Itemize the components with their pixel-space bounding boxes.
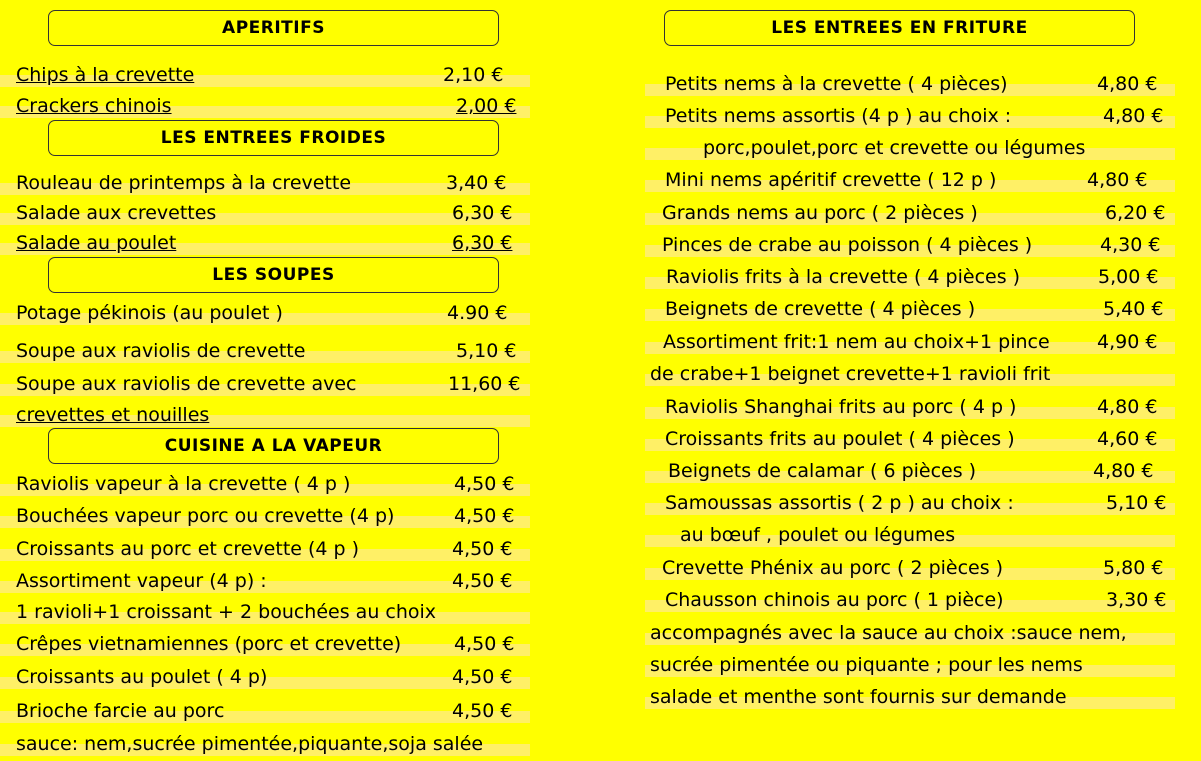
- item-price: 4,80 €: [1093, 460, 1154, 482]
- item-price: 3,30 €: [1106, 589, 1167, 611]
- item-name: Crêpes vietnamiennes (porc et crevette): [16, 633, 402, 655]
- item-name: Raviolis Shanghai frits au porc ( 4 p ): [665, 396, 1017, 418]
- item-price: 4,50 €: [454, 473, 515, 495]
- item-price: 4,80 €: [1097, 396, 1158, 418]
- item-price: 4,50 €: [452, 666, 513, 688]
- item-name: Soupe aux raviolis de crevette avec: [16, 373, 357, 395]
- item-price: 4,80 €: [1103, 105, 1164, 127]
- item-price: 6,30 €: [452, 202, 513, 224]
- item-name: Pinces de crabe au poisson ( 4 pièces ): [662, 234, 1033, 256]
- section-header-aperitifs: APERITIFS: [48, 10, 499, 46]
- item-name: Assortiment vapeur (4 p) :: [16, 570, 267, 592]
- item-name: Bouchées vapeur porc ou crevette (4 p): [16, 505, 395, 527]
- item-name: Brioche farcie au porc: [16, 700, 225, 722]
- item-name: sucrée pimentée ou piquante ; pour les nems: [650, 654, 1083, 676]
- item-name: Croissants au poulet ( 4 p): [16, 666, 268, 688]
- item-price: 4,50 €: [454, 633, 515, 655]
- item-name: porc,poulet,porc et crevette ou légumes: [703, 137, 1086, 159]
- item-price: 4,50 €: [452, 570, 513, 592]
- item-price: 4,30 €: [1100, 234, 1161, 256]
- item-name: sauce: nem,sucrée pimentée,piquante,soja salée: [16, 733, 484, 755]
- item-name: crevettes et nouilles: [16, 404, 210, 426]
- item-name: 1 ravioli+1 croissant + 2 bouchées au choix: [16, 601, 437, 623]
- item-name: Crackers chinois: [16, 95, 172, 117]
- item-name: Crevette Phénix au porc ( 2 pièces ): [662, 557, 1004, 579]
- item-price: 6,20 €: [1105, 202, 1166, 224]
- item-name: au bœuf , poulet ou légumes: [680, 524, 956, 546]
- item-name: Potage pékinois (au poulet ): [16, 302, 283, 324]
- item-name: Mini nems apéritif crevette ( 12 p ): [665, 169, 997, 191]
- item-name: salade et menthe sont fournis sur demande: [650, 686, 1067, 708]
- item-price: 5,80 €: [1103, 557, 1164, 579]
- item-price: 4.90 €: [447, 302, 508, 324]
- section-header-friture: LES ENTREES EN FRITURE: [664, 10, 1135, 46]
- item-name: Raviolis frits à la crevette ( 4 pièces ): [666, 266, 1021, 288]
- item-price: 4,80 €: [1087, 169, 1148, 191]
- item-name: accompagnés avec la sauce au choix :sauce nem,: [650, 622, 1127, 644]
- section-header-entrees-froides: LES ENTREES FROIDES: [48, 120, 499, 156]
- item-price: 4,80 €: [1097, 73, 1158, 95]
- item-name: Beignets de crevette ( 4 pièces ): [665, 298, 976, 320]
- item-price: 2,10 €: [443, 64, 504, 86]
- item-name: Samoussas assortis ( 2 p ) au choix :: [665, 492, 1014, 514]
- section-header-soupes: LES SOUPES: [48, 257, 499, 293]
- item-name: Chips à la crevette: [16, 64, 195, 86]
- item-name: Croissants frits au poulet ( 4 pièces ): [665, 428, 1015, 450]
- item-name: Salade au poulet: [16, 232, 177, 254]
- item-name: Assortiment frit:1 nem au choix+1 pince: [663, 331, 1050, 353]
- item-price: 6,30 €: [452, 232, 513, 254]
- item-name: Beignets de calamar ( 6 pièces ): [668, 460, 977, 482]
- item-price: 4,90 €: [1097, 331, 1158, 353]
- item-name: Chausson chinois au porc ( 1 pièce): [665, 589, 1004, 611]
- item-price: 4,60 €: [1097, 428, 1158, 450]
- item-price: 5,00 €: [1098, 266, 1159, 288]
- item-price: 2,00 €: [456, 95, 517, 117]
- item-price: 5,10 €: [1106, 492, 1167, 514]
- item-name: Rouleau de printemps à la crevette: [16, 172, 352, 194]
- item-price: 4,50 €: [454, 505, 515, 527]
- item-price: 5,10 €: [456, 340, 517, 362]
- item-price: 11,60 €: [448, 373, 521, 395]
- item-name: de crabe+1 beignet crevette+1 ravioli frit: [650, 363, 1051, 385]
- item-name: Grands nems au porc ( 2 pièces ): [662, 202, 978, 224]
- item-name: Petits nems à la crevette ( 4 pièces): [665, 73, 1008, 95]
- item-name: Raviolis vapeur à la crevette ( 4 p ): [16, 473, 351, 495]
- item-price: 3,40 €: [446, 172, 507, 194]
- item-name: Petits nems assortis (4 p ) au choix :: [665, 105, 1012, 127]
- section-header-vapeur: CUISINE A LA VAPEUR: [48, 428, 499, 464]
- item-price: 4,50 €: [452, 538, 513, 560]
- item-name: Soupe aux raviolis de crevette: [16, 340, 306, 362]
- item-price: 5,40 €: [1103, 298, 1164, 320]
- item-price: 4,50 €: [452, 700, 513, 722]
- item-name: Croissants au porc et crevette (4 p ): [16, 538, 360, 560]
- item-name: Salade aux crevettes: [16, 202, 217, 224]
